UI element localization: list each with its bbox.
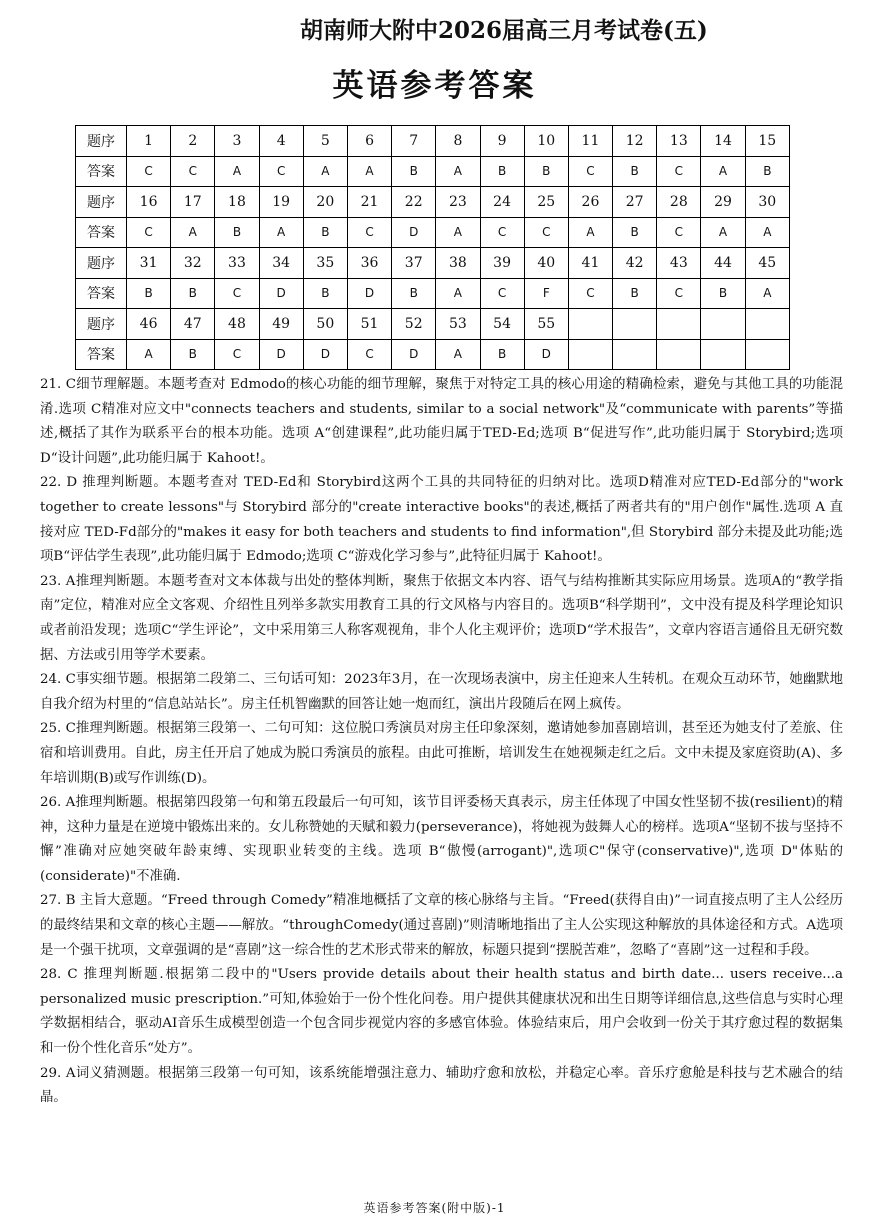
question-number-cell: 16 bbox=[127, 187, 171, 218]
answer-cell: D bbox=[524, 339, 568, 370]
answer-cell: A bbox=[745, 217, 789, 248]
question-number-cell: 42 bbox=[613, 248, 657, 279]
explanation-28: 28. C 推理判断题.根据第二段中的"Users provide details about their health status and birth date... users receive...a personalized music prescription.”可知,体验始于一份个性化问卷。用户提供其健康状况和出生日期等详细信息,这些信息与实时心理学数据相结合，驱动AI音乐生成模型创造一个包含同步视觉内容的多感官体验。体验结束后，用户会收到一份关于其疗愈过程的数据集和一份个性化音乐“处方”。 bbox=[40, 967, 843, 1057]
question-number-cell: 17 bbox=[171, 187, 215, 218]
question-number-cell bbox=[613, 309, 657, 340]
answer-cell: C bbox=[215, 278, 259, 309]
number-row-label: 题序 bbox=[76, 126, 127, 157]
question-number-cell: 13 bbox=[657, 126, 701, 157]
question-number-cell: 50 bbox=[303, 309, 347, 340]
question-number-cell: 34 bbox=[259, 248, 303, 279]
answer-cell: B bbox=[480, 156, 524, 187]
question-number-cell: 25 bbox=[524, 187, 568, 218]
answer-cell: D bbox=[392, 339, 436, 370]
answer-cell: A bbox=[436, 217, 480, 248]
answer-cell: A bbox=[127, 339, 171, 370]
answer-row bbox=[76, 156, 790, 187]
question-number-cell: 37 bbox=[392, 248, 436, 279]
answer-cell: B bbox=[303, 278, 347, 309]
answer-cell: C bbox=[259, 156, 303, 187]
question-number-cell: 5 bbox=[303, 126, 347, 157]
question-number-cell: 8 bbox=[436, 126, 480, 157]
explanation-27: 27. B 主旨大意题。“Freed through Comedy”精准地概括了文章的核心脉络与主旨。“Freed(获得自由)”一词直接点明了主人公经历的最终结果和文章的核心主题——解放。“throughComedy(通过喜剧)”则清晰地指出了主人公实现这种解放的具体途径和方式。A选项是一个强干扰项，文章强调的是“喜剧”这一综合性的艺术形式带来的解放，标题只提到“摆脱苦难”，忽略了“喜剧”这一过程和手段。 bbox=[40, 893, 843, 958]
answer-row bbox=[76, 217, 790, 248]
answer-cell: C bbox=[568, 156, 612, 187]
answer-row-label: 答案 bbox=[76, 278, 127, 309]
question-number-cell: 39 bbox=[480, 248, 524, 279]
answer-cell: C bbox=[127, 217, 171, 248]
explanation-24: 24. C事实细节题。根据第二段第二、三句话可知：2023年3月，在一次现场表演中，房主任迎来人生转机。在观众互动环节，她幽默地自我介绍为村里的“信息站站长”。房主任机智幽默的回答让她一炮而红，演出片段随后在网上疯传。 bbox=[40, 672, 843, 712]
question-number-cell: 45 bbox=[745, 248, 789, 279]
answer-cell: B bbox=[127, 278, 171, 309]
explanation-23: 23. A推理判断题。本题考查对文本体裁与出处的整体判断，聚焦于依据文本内容、语气与结构推断其实际应用场景。选项A的“教学指南”定位，精准对应全文客观、介绍性且列举多款实用教育工具的行文风格与内容目的。选项B“科学期刊”，文中没有提及科学理论知识或者前沿发现；选项C“学生评论”，文中采用第三人称客观视角，非个人化主观评价；选项D“学术报告”，文章内容语言通俗且无研究数据、方法或引用等学术要素。 bbox=[40, 573, 843, 663]
answer-cell: C bbox=[347, 339, 391, 370]
question-number-cell: 26 bbox=[568, 187, 612, 218]
question-number-cell bbox=[701, 309, 745, 340]
answer-cell: C bbox=[215, 339, 259, 370]
document-title: 英语参考答案 bbox=[332, 68, 537, 104]
question-number-cell: 20 bbox=[303, 187, 347, 218]
answer-cell: A bbox=[568, 217, 612, 248]
answer-cell: D bbox=[259, 339, 303, 370]
question-number-cell: 53 bbox=[436, 309, 480, 340]
answer-cell: B bbox=[392, 278, 436, 309]
answer-cell: B bbox=[524, 156, 568, 187]
question-number-cell: 54 bbox=[480, 309, 524, 340]
question-number-cell: 47 bbox=[171, 309, 215, 340]
question-number-cell: 31 bbox=[127, 248, 171, 279]
question-number-cell: 6 bbox=[347, 126, 391, 157]
question-number-cell: 15 bbox=[745, 126, 789, 157]
question-number-cell: 3 bbox=[215, 126, 259, 157]
question-number-cell: 9 bbox=[480, 126, 524, 157]
answer-cell: A bbox=[171, 217, 215, 248]
answer-cell: B bbox=[701, 278, 745, 309]
answer-row bbox=[76, 278, 790, 309]
number-row-label: 题序 bbox=[76, 309, 127, 340]
question-number-cell: 40 bbox=[524, 248, 568, 279]
answer-cell: A bbox=[215, 156, 259, 187]
question-number-cell: 4 bbox=[259, 126, 303, 157]
answer-cell: A bbox=[745, 278, 789, 309]
answer-cell bbox=[701, 339, 745, 370]
answer-cell: B bbox=[303, 217, 347, 248]
question-number-cell: 49 bbox=[259, 309, 303, 340]
page-footer: 英语参考答案(附中版)-1 bbox=[363, 1201, 506, 1215]
explanation-26: 26. A推理判断题。根据第四段第一句和第五段最后一句可知，该节目评委杨天真表示，房主任体现了中国女性坚韧不拔(resilient)的精神，这种力量是在逆境中锻炼出来的。女儿称赞她的天赋和毅力(perseverance)，将她视为鼓舞人心的榜样。选项A“坚韧不拔与坚持不懈”准确对应她突破年龄束缚、实现职业转变的主线。选项 B“傲慢(arrogant)",选项C"保守(conservative)",选项 D"体贴的(considerate)"不准确. bbox=[40, 795, 843, 884]
question-number-cell: 33 bbox=[215, 248, 259, 279]
answer-cell: A bbox=[436, 278, 480, 309]
answer-cell: B bbox=[613, 278, 657, 309]
answer-cell: C bbox=[657, 217, 701, 248]
question-number-cell: 24 bbox=[480, 187, 524, 218]
answer-cell: C bbox=[127, 156, 171, 187]
answer-row-label: 答案 bbox=[76, 217, 127, 248]
answer-cell: B bbox=[171, 339, 215, 370]
number-row bbox=[76, 126, 790, 157]
explanation-25: 25. C推理判断题。根据第三段第一、二句可知：这位脱口秀演员对房主任印象深刻，邀请她参加喜剧培训，甚至还为她支付了差旅、住宿和培训费用。自此，房主任开启了她成为脱口秀演员的旅程。由此可推断，培训发生在她视频走红之后。文中未提及家庭资助(A)、多年培训期(B)或写作训练(D)。 bbox=[40, 721, 843, 786]
answer-cell: B bbox=[480, 339, 524, 370]
answer-cell: A bbox=[347, 156, 391, 187]
answer-cell: A bbox=[436, 156, 480, 187]
question-number-cell: 11 bbox=[568, 126, 612, 157]
answer-cell: A bbox=[259, 217, 303, 248]
answer-cell: B bbox=[171, 278, 215, 309]
answer-cell: C bbox=[480, 278, 524, 309]
answer-cell: F bbox=[524, 278, 568, 309]
explanation-29: 29. A词义猜测题。根据第三段第一句可知，该系统能增强注意力、辅助疗愈和放松，并稳定心率。音乐疗愈舱是科技与艺术融合的结晶。 bbox=[40, 1065, 843, 1106]
question-number-cell: 38 bbox=[436, 248, 480, 279]
question-number-cell: 1 bbox=[127, 126, 171, 157]
answer-cell: D bbox=[347, 278, 391, 309]
answer-cell: A bbox=[701, 156, 745, 187]
question-number-cell: 14 bbox=[701, 126, 745, 157]
answer-cell: B bbox=[745, 156, 789, 187]
question-number-cell: 52 bbox=[392, 309, 436, 340]
answer-cell: C bbox=[657, 156, 701, 187]
answer-cell: C bbox=[657, 278, 701, 309]
answer-row-label: 答案 bbox=[76, 339, 127, 370]
answer-cell: C bbox=[480, 217, 524, 248]
explanation-22: 22. D 推理判断题。本题考查对 TED-Ed和 Storybird这两个工具的共同特征的归纳对比。选项D精准对应TED-Ed部分的"work together to create lessons"与 Storybird 部分的"create interactive books"的表述,概括了两者共有的"用户创作"属性.选项 A 直接对应 TED-Fd部分的"makes it easy for both teachers and students to find information",但 Storybird 部分未提及此功能;选项B“评估学生表现”,此功能归属于 Edmodo;选项 C“游戏化学习参与”,此特征归属于 Kahoot!。 bbox=[40, 475, 843, 565]
question-number-cell: 46 bbox=[127, 309, 171, 340]
answer-table bbox=[75, 125, 790, 370]
question-number-cell: 10 bbox=[524, 126, 568, 157]
answer-cell: B bbox=[613, 217, 657, 248]
question-number-cell: 7 bbox=[392, 126, 436, 157]
answer-cell: D bbox=[259, 278, 303, 309]
answer-cell: B bbox=[215, 217, 259, 248]
answer-cell: D bbox=[303, 339, 347, 370]
answer-cell: C bbox=[524, 217, 568, 248]
answer-cell: A bbox=[436, 339, 480, 370]
question-number-cell: 27 bbox=[613, 187, 657, 218]
question-number-cell: 29 bbox=[701, 187, 745, 218]
answer-cell: C bbox=[347, 217, 391, 248]
question-number-cell: 23 bbox=[436, 187, 480, 218]
question-number-cell bbox=[745, 309, 789, 340]
answer-row bbox=[76, 339, 790, 370]
question-number-cell: 48 bbox=[215, 309, 259, 340]
question-number-cell: 32 bbox=[171, 248, 215, 279]
question-number-cell: 28 bbox=[657, 187, 701, 218]
question-number-cell: 35 bbox=[303, 248, 347, 279]
question-number-cell: 2 bbox=[171, 126, 215, 157]
question-number-cell: 55 bbox=[524, 309, 568, 340]
answer-cell bbox=[657, 339, 701, 370]
question-number-cell bbox=[657, 309, 701, 340]
explanations bbox=[40, 373, 843, 1111]
question-number-cell: 51 bbox=[347, 309, 391, 340]
explanation-21: 21. C细节理解题。本题考查对 Edmodo的核心功能的细节理解，聚焦于对特定工具的核心用途的精确检索，避免与其他工具的功能混淆.选项 C精准对应文中"connects teachers and students, similar to a social network"及“communicate with parents”等描述,概括了其作为联系平台的根本功能。选项 A“创建课程”,此功能归属于TED-Ed;选项 B“促进写作”,此功能归属于 Storybird;选项D“设计问题”,此功能归属于 Kahoot!。 bbox=[40, 377, 843, 466]
answer-cell bbox=[745, 339, 789, 370]
question-number-cell bbox=[568, 309, 612, 340]
answer-cell: A bbox=[303, 156, 347, 187]
answer-cell bbox=[568, 339, 612, 370]
answer-cell: D bbox=[392, 217, 436, 248]
answer-row-label: 答案 bbox=[76, 156, 127, 187]
number-row-label: 题序 bbox=[76, 187, 127, 218]
question-number-cell: 19 bbox=[259, 187, 303, 218]
question-number-cell: 21 bbox=[347, 187, 391, 218]
number-row bbox=[76, 248, 790, 279]
answer-cell: C bbox=[568, 278, 612, 309]
question-number-cell: 41 bbox=[568, 248, 612, 279]
answer-cell: B bbox=[392, 156, 436, 187]
exam-title: 胡南师大附中2026届高三月考试卷(五) bbox=[300, 17, 708, 44]
answer-cell: A bbox=[701, 217, 745, 248]
answer-cell: C bbox=[171, 156, 215, 187]
answer-cell bbox=[613, 339, 657, 370]
question-number-cell: 22 bbox=[392, 187, 436, 218]
question-number-cell: 44 bbox=[701, 248, 745, 279]
question-number-cell: 18 bbox=[215, 187, 259, 218]
question-number-cell: 30 bbox=[745, 187, 789, 218]
number-row-label: 题序 bbox=[76, 248, 127, 279]
answer-cell: B bbox=[613, 156, 657, 187]
question-number-cell: 12 bbox=[613, 126, 657, 157]
number-row bbox=[76, 187, 790, 218]
question-number-cell: 36 bbox=[347, 248, 391, 279]
number-row bbox=[76, 309, 790, 340]
question-number-cell: 43 bbox=[657, 248, 701, 279]
